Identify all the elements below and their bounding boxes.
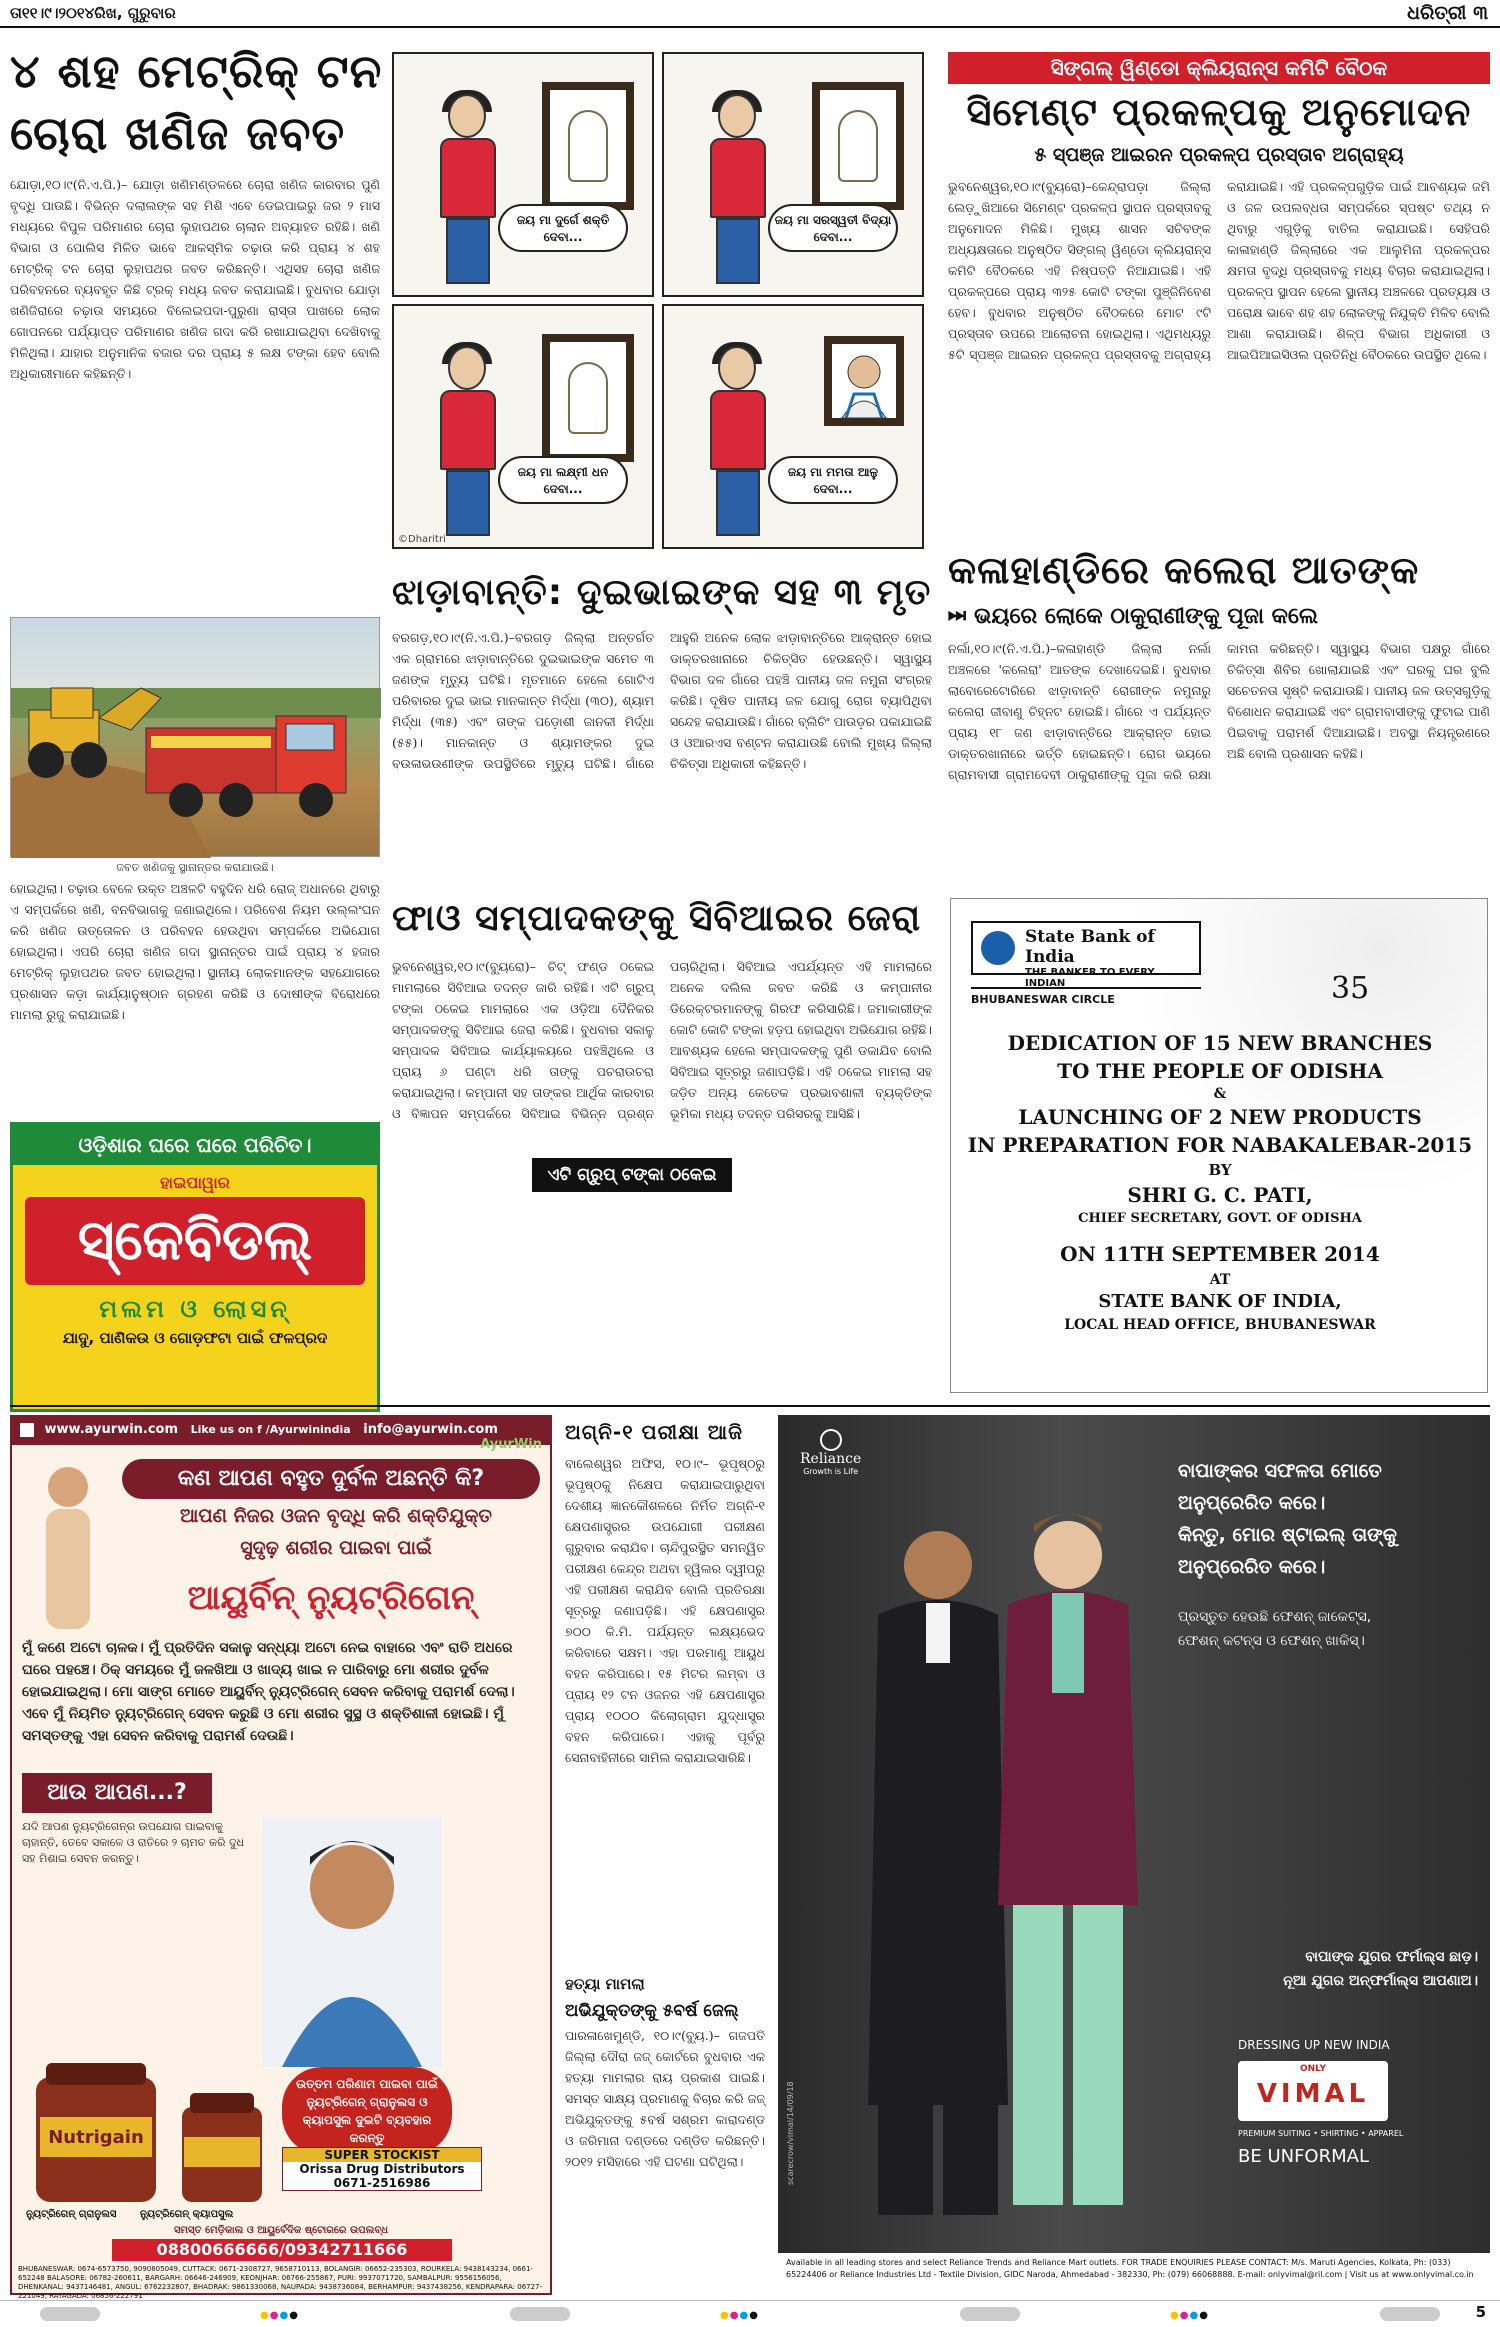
ad-line-1: ବାପାଙ୍କର ସଫଳତା ମୋତେ xyxy=(1178,1460,1382,1482)
ad-state-bank-of-india xyxy=(950,898,1488,1393)
reliance-brand-tag: Growth is Life xyxy=(803,1467,859,1476)
portrait-woman xyxy=(832,344,896,418)
color-dots-icon: ●●●● xyxy=(1170,2310,1209,2321)
newspaper-brand-page: ଧରିତ୍ରୀ ୩ xyxy=(1407,2,1488,24)
story-subhead xyxy=(948,600,1490,634)
story-subhead-text: ଭୟରେ ଲୋକେ ଠାକୁରାଣୀଙ୍କୁ ପୂଜା କଲେ xyxy=(974,604,1319,629)
story-cholera-kalahandi xyxy=(948,540,1490,870)
dressing-up-text: DRESSING UP NEW INDIA xyxy=(1238,2038,1390,2052)
page-footer xyxy=(0,2300,1500,2327)
helpline-number: 08800666666/09342711666 xyxy=(112,2239,452,2261)
speech-bubble-4: ଜୟ ମା ମମତା ଆଳୁ ଦେବା... xyxy=(768,456,898,504)
story-headline: କଳାହାଣ୍ଡିରେ କଲେରା ଆତଙ୍କ xyxy=(948,548,1420,592)
story-headline: ଫାଓ ସମ୍ପାଦକଙ୍କୁ ସିବିଆଇର ଜେରା xyxy=(392,898,922,939)
models-illustration xyxy=(838,1485,1198,2225)
story-kicker: ସିଙ୍ଗଲ୍ ୱିଣ୍ଡୋ କ୍ଲିୟରାନ୍ସ କମିଟି ବୈଠକ xyxy=(948,52,1490,84)
photo-caption: ଜବତ ଖଣିଜକୁ ସ୍ଥାନାନ୍ତର କରାଯାଉଛି। xyxy=(116,861,274,874)
sbi-person-title: CHIEF SECRETARY, GOVT. OF ODISHA xyxy=(1078,1211,1362,1226)
sbi-line-4: IN PREPARATION FOR NABAKALEBAR-2015 xyxy=(967,1133,1473,1157)
vimal-wordmark: VIMAL xyxy=(1256,2079,1370,2109)
sbi-circle: BHUBANESWAR CIRCLE xyxy=(971,987,1201,1006)
ad-message-top xyxy=(1178,1455,1478,1653)
weak-man-figure xyxy=(18,1457,118,1657)
article-body: ଯୋଡ଼ା,୧୦।୯(ନି.ଏ.ପି.)– ଯୋଡ଼ା ଖଣିମଣ୍ଡଳରେ ଚୋରା ଖଣିଜ କାରବାର ପୁଣି ବୃଦ୍ଧି ପାଉଛି। ବିଭିନ୍ନ ଦଲାଲଙ୍କ ସହ ମିଶି ଏବେ ଡେଇପାଇରୁ ଜର ୨ ମାସ ମଧ୍ୟରେ ବିପୁଳ ପରିମାଣର ଚୋରା ଲୁହାପଥର ଚାଲାନ ଅବ୍ୟାହତ ରହିଛି। ଖଣି ବିଭାଗ ଓ ପୋଲିସ ମିଳିତ ଭାବେ ଆକସ୍ମିକ ଚଢ଼ାଉ କରି ପ୍ରାୟ ୪ ଶହ ମେଟ୍ରିକ୍ ଟନ ଚୋରା ଲୁହାପଥର ଜବତ କରିଛନ୍ତି। ଏଥିସହ ଚୋରା ଖଣିଜ ପରିବହନରେ ବ୍ୟବହୃତ କିଛି ଟ୍ରକ୍ ମଧ୍ୟ ଜବତ କରାଯାଇଛି। ବୁଧବାର ଯୋଡ଼ା ଖଣିଜିରାରେ ଚଢ଼ାଉ ସମୟରେ ବିଲେଇପଦା-ପୁରୁଣା ରାସ୍ତା ପାଖରେ ଲୋକ ଗୋପନରେ ପର୍ଯ୍ୟାପ୍ତ ପରିମାଣର ଖଣିଜ ଗଦା କରି ରଖାଯାଇଥିବା ଦେଖିବାକୁ ମିଳିଥିଲା। ଯାହାର ଅନୁମାନିକ ବଜାର ଦର ପ୍ରାୟ ୫ ଲକ୍ଷ ଟଙ୍କା ହେବ ବୋଲି ଅଧିକାରୀମାନେ କହିଛନ୍ତି। xyxy=(10,177,380,381)
story-subhead: ୫ ସ୍ପଞ୍ଜ ଆଇରନ ପ୍ରକଳ୍ପ ପ୍ରସ୍ତାବ ଅଗ୍ରାହ୍ୟ xyxy=(1034,144,1404,166)
ad-callout: ଉତ୍ତମ ପରିଣାମ ପାଇବା ପାଇଁ ନ୍ୟୁଟ୍ରିଗେନ୍ ଗ୍ରାନୁଲସ ଓ କ୍ୟାପସୁଲ ଦୁଇଟି ବ୍ୟବହାର କରନ୍ତୁ xyxy=(282,2067,452,2155)
nutrigain-capsule-jar xyxy=(172,2087,272,2207)
cartoon-credit: ©Dharitri xyxy=(398,534,446,545)
sub-kicker: ଅଭିଯୁକ୍ତଙ୍କୁ ୫ବର୍ଷ ଜେଲ୍ xyxy=(565,2001,739,2021)
sbi-date: ON 11TH SEPTEMBER 2014 xyxy=(1060,1242,1380,1266)
ad-email: info@ayurwin.com xyxy=(363,1422,498,1437)
ad-and-you: ଆଉ ଆପଣ...? xyxy=(22,1773,212,1813)
ad-line-2: ଅନୁପ୍ରେରିତ କରେ। xyxy=(1178,1492,1326,1514)
ad-line-1: ଆପଣ ନିଜର ଓଜନ ବୃଦ୍ଧି କରି ଶକ୍ତିଯୁକ୍ତ xyxy=(180,1505,492,1527)
sub-article-body: ପାରଳାଖେମୁଣ୍ଡି, ୧୦।୯(ବ୍ୟୁ.)– ଗଜପତି ଜିଲ୍ଲା ଦୌରା ଜଜ୍ କୋର୍ଟରେ ବୁଧବାର ଏକ ହତ୍ୟା ମାମଲାର ରାୟ ପ୍ରକାଶ ପାଇଛି। ସମସ୍ତ ସାକ୍ଷ୍ୟ ପ୍ରମାଣକୁ ବିଚାର କରି ଜଜ୍ ଅଭିଯୁକ୍ତଙ୍କୁ ୫ବର୍ଷ ସଶ୍ରମ କାରାଦଣ୍ଡ ଓ ଜରିମାନା ଦଣ୍ଡରେ ଦଣ୍ଡିତ କରିଛନ୍ତି। ୨୦୧୨ ମସିହାରେ ଏହି ଘଟଣା ଘଟିଥିଲା। xyxy=(565,2028,765,2169)
sbi-line-1: DEDICATION OF 15 NEW BRANCHES xyxy=(1007,1031,1433,1055)
ad-facebook: Like us on f /Ayurwinindia xyxy=(190,1423,351,1436)
cartoon-man xyxy=(434,346,504,536)
ad-line-4: ଅନୁପ୍ରେରିତ କରେ। xyxy=(1178,1556,1326,1578)
headline-line-2: ଚୋରା ଖଣିଜ ଜବତ xyxy=(10,106,346,160)
story-cbi-questioning xyxy=(392,888,932,1393)
ad-sub-2: ଫେଶନ୍ କଟନ୍ସ ଓ ଫେଶନ୍ ଖାକିସ୍। xyxy=(1178,1633,1365,1649)
sbi-bank-name: State Bank of India xyxy=(1025,927,1155,967)
framed-picture xyxy=(812,82,904,210)
qr-code-icon xyxy=(20,1423,34,1437)
ad-banner: ଓଡ଼ିଶାର ଘରେ ଘରେ ପରିଚିତ। xyxy=(13,1125,377,1165)
ad-bottom-1: ବାପାଙ୍କ ଯୁଗର ଫର୍ମାଲ୍ସ ଛାଡ଼। xyxy=(1305,1949,1478,1965)
issue-date: ତା୧୧।୯।୨୦୧୪ରିଖ, ଗୁରୁବାର xyxy=(10,4,176,22)
sbi-person: SHRI G. C. PATI, xyxy=(1127,1183,1313,1207)
ad-skabidol xyxy=(10,1122,380,1412)
anniversary-number: 35 xyxy=(1331,971,1370,1006)
registration-mark xyxy=(40,2307,100,2321)
jar-labels xyxy=(26,2209,276,2220)
cartoon-panel-4 xyxy=(662,304,924,549)
speech-bubble-3: ଜୟ ମା ଲକ୍ଷ୍ମୀ ଧନ ଦେବା... xyxy=(498,456,628,504)
story-headline: ସିମେଣ୍ଟ ପ୍ରକଳ୍ପକୁ ଅନୁମୋଦନ xyxy=(966,90,1472,134)
ad-tagline: ଯାଦୁ, ପାଣିକଉ ଓ ଗୋଡ଼ଫଟା ପାଇଁ ଫଳପ୍ରଦ xyxy=(62,1329,328,1347)
sbi-keyhole-icon xyxy=(981,931,1015,965)
ad-brand: ସ୍କେବିଡଲ୍ xyxy=(25,1197,365,1285)
sbi-line-2: TO THE PEOPLE OF ODISHA xyxy=(1057,1059,1383,1083)
sbi-at: AT xyxy=(1209,1272,1231,1288)
ad-question: କଣ ଆପଣ ବହୁତ ଦୁର୍ବଳ ଅଛନ୍ତି କି? xyxy=(122,1459,540,1499)
ad-line-2: ସୁଦୃଢ଼ ଶରୀର ପାଇବା ପାଇଁ xyxy=(240,1537,432,1559)
stockist-box xyxy=(282,2147,482,2191)
ad-url: www.ayurwin.com xyxy=(44,1422,179,1437)
masthead xyxy=(0,0,1500,28)
ad-product-name: ଆୟୁର୍ବିନ୍ ନ୍ୟୁଟ୍ରିଗେନ୍ xyxy=(187,1578,475,1618)
sbi-by: BY xyxy=(1208,1161,1232,1179)
ad-ayurwin-nutrigain xyxy=(10,1415,552,2300)
cartoon-panel-3 xyxy=(392,304,654,549)
sbi-tagline: THE BANKER TO EVERY INDIAN xyxy=(1025,967,1155,989)
pull-quote: ଏଟି ଗ୍ରୁପ୍ ଟଙ୍କା ଠକେଇ xyxy=(532,1158,732,1192)
testimonial-man-photo xyxy=(262,1817,442,2067)
cartoon-man xyxy=(434,94,504,284)
registration-mark xyxy=(960,2307,1020,2321)
ad-product: ମଲମ ଓ ଲୋସନ୍ xyxy=(99,1295,291,1323)
be-unformal: BE UNFORMAL xyxy=(1238,2146,1369,2167)
cartoon-man xyxy=(704,94,774,284)
reliance-brand: Reliance xyxy=(800,1451,862,1467)
nutrigain-jar xyxy=(26,2057,166,2207)
sbi-line-3: LAUNCHING OF 2 NEW PRODUCTS xyxy=(1018,1105,1422,1129)
ad-footer-addresses: BHUBANESWAR: 0674-6573750, 9090805049, CUTTACK: 0671-2308727, 9658710113, BOLANGIR: 06652-235303, ROURKELA: 9438143234, 0661-652248 BALASORE: 06782-260611, BARGARH: 06646-246909, KEONJHAR: 06766-255867, PURI: 9937071720, SAMBALPUR: 9556156056, DHENKANAL: 9437146481, ANGUL: 6762232807, BHADRAK: 9861330068, NAUPADA: 9438736084, BERHAMPUR: 9437438256, KENDRAPARA: 06727-221049, RAYAGADA: 06856-222791 xyxy=(18,2265,543,2300)
story-agni-test xyxy=(565,1415,765,2295)
ad-only-vimal xyxy=(778,1415,1490,2295)
reliance-logo xyxy=(800,1429,861,1476)
framed-portrait xyxy=(824,336,904,426)
headline-line-1: ୪ ଶହ ମେଟ୍ରିକ୍ ଟନ xyxy=(10,44,383,98)
sub-headline: ହତ୍ୟା ମାମଲା xyxy=(565,1975,645,1993)
page-number: 5 xyxy=(1475,2303,1486,2321)
sbi-message xyxy=(951,1029,1489,1335)
color-dots-icon: ●●●● xyxy=(260,2310,299,2321)
stockist-label: SUPER STOCKIST xyxy=(283,2148,481,2162)
color-dots-icon: ●●●● xyxy=(720,2310,759,2321)
story-headline: ଝାଡ଼ାବାନ୍ତି: ଦୁଇଭାଇଙ୍କ ସହ ୩ ମୃତ xyxy=(392,572,932,613)
ad-brand-small: ହାଇପାୱାର xyxy=(160,1173,230,1192)
capsules-label: ନ୍ୟୁଟ୍ରିଗେନ୍ କ୍ୟାପସୁଲ xyxy=(139,2209,234,2220)
ad-testimonial: ମୁଁ କଣେ ଅଟୋ ଚାଳକ। ମୁଁ ପ୍ରତିଦିନ ସକାଳୁ ସନ୍ଧ୍ୟା ଅଟୋ ନେଇ ବାହାରେ ଏବଂ ରାତି ଅଧରେ ଘରେ ପହଞ୍ଚେ। ଠିକ୍ ସମୟରେ ମୁଁ ଜଳଖିଆ ଓ ଖାଦ୍ୟ ଖାଇ ନ ପାରିବାରୁ ମୋ ଶରୀର ଦୁର୍ବଳ ହୋଇଯାଇଥିଲା। ମୋ ସାଙ୍ଗ ମୋତେ ଆୟୁର୍ବିନ୍ ନ୍ୟୁଟ୍ରିଗେନ୍ ସେବନ କରିବାକୁ ପରାମର୍ଶ ଦେଲା। ଏବେ ମୁଁ ନିୟମିତ ନ୍ୟୁଟ୍ରିଗେନ୍ ସେବନ କରୁଛି ଓ ମୋ ଶରୀର ସୁସ୍ଥ ଓ ଶକ୍ତିଶାଳୀ ହୋଇଛି। ମୁଁ ସମସ୍ତଙ୍କୁ ଏହା ସେବନ କରିବାକୁ ପରାମର୍ଶ ଦେଉଛି। xyxy=(22,1640,515,1744)
framed-picture xyxy=(542,334,634,462)
article-body: ବରଗଡ଼,୧୦।୯(ନି.ଏ.ପି.)–ବରଗଡ଼ ଜିଲ୍ଲା ଅନ୍ତର୍ଗତ ଏକ ଗ୍ରାମରେ ଝାଡ଼ାବାନ୍ତିରେ ଦୁଇଭାଇଙ୍କ ସମେତ ୩ ଜଣଙ୍କ ମୃତ୍ୟୁ ଘଟିଛି। ମୃତମାନେ ହେଲେ ଗୋଟିଏ ପରିବାରର ଦୁଇ ଭାଇ ମାନକାନ୍ତ ମିର୍ଦ୍ଧା (୩୦), ଶ୍ୟାମ ମିର୍ଦ୍ଧା (୩୫) ଏବଂ ତାଙ୍କ ପଡ଼ୋଶୀ ଜାନକୀ ମିର୍ଦ୍ଧା (୫୫)। ମାନକାନ୍ତ ଓ ଶ୍ୟାମଙ୍କର ଦୁଇ ବଉଳାଭଉଣୀଙ୍କ ଉପସ୍ଥିତିରେ ମୃତ୍ୟୁ ଘଟିଛି। ଗାଁରେ ଆହୁରି ଅନେକ ଲୋକ ଝାଡ଼ାବାନ୍ତିରେ ଆକ୍ରାନ୍ତ ହୋଇ ଡାକ୍ତରଖାନାରେ ଚିକିତ୍ସିତ ହେଉଛନ୍ତି। ସ୍ୱାସ୍ଥ୍ୟ ବିଭାଗ ଦଳ ଗାଁରେ ପହଞ୍ଚି ପାନୀୟ ଜଳ ନମୁନା ସଂଗ୍ରହ କରିଛି। ଦୂଷିତ ପାନୀୟ ଜଳ ଯୋଗୁ ରୋଗ ବ୍ୟାପିଥିବା ସନ୍ଦେହ କରାଯାଉଛି। ଗାଁରେ ବ୍ଲିଚିଂ ପାଉଡ଼ର ପକାଯାଇଛି ଓ ଓଆରଏସ ବଣ୍ଟନ କରାଯାଉଛି ବୋଲି ମୁଖ୍ୟ ଜିଲ୍ଲା ଚିକିତ୍ସା ଅଧିକାରୀ କହିଛନ୍ତି। xyxy=(392,630,932,771)
cartoon-man xyxy=(704,346,774,536)
section-divider xyxy=(10,1405,1490,1407)
svg-text:Nutrigain: Nutrigain xyxy=(48,2127,144,2148)
stockist-phone: 0671-2516986 xyxy=(333,2176,431,2190)
vimal-only: ONLY xyxy=(1299,2064,1327,2074)
article-body-continued: ହୋଇଥିଲା। ଚଢ଼ାଉ ବେଳେ ଉକ୍ତ ଅଞ୍ଚଳଟି ବହୁଦିନ ଧରି ରୋଜ୍ ଅଧାନରେ ଥିବାରୁ ଏ ସମ୍ପର୍କରେ ଖଣି, ବନବିଭାଗକୁ ଜଣାଇଥିଲେ। ପରିବେଶ ନିୟମ ଉଲ୍ଲଂଘନ କରି ଖଣିଜ ଉତ୍ତୋଳନ ଓ ପରିବହନ ହେଉଥିବା ସମ୍ପର୍କରେ ଅଭିଯୋଗ ହୋଇଥିଲା। ଏପରି ଚୋରା ଖଣିଜ ଗଦା ସ୍ଥାନାନ୍ତର ପାଇଁ ପ୍ରାୟ ୪ ହଜାର ମେଟ୍ରିକ୍ ଲୁହାପଥର ଜବତ ହୋଇଥିଲା। ସ୍ଥାନୀୟ ଲୋକମାନଙ୍କ ସହଯୋଗରେ ପ୍ରଶାସନ କଡ଼ା କାର୍ଯ୍ୟାନୁଷ୍ଠାନ ଗ୍ରହଣ କରିଛି ଓ ଦୋଷୀଙ୍କ ବିରୋଧରେ ମାମଲା ରୁଜୁ କରାଯାଇଛି। xyxy=(10,881,380,1022)
speech-bubble-2: ଜୟ ମା ସରସ୍ୱତୀ ବିଦ୍ୟା ଦେବା... xyxy=(768,204,898,252)
granules-label: ନ୍ୟୁଟ୍ରିଗେନ୍ ଗ୍ରାନୁଲସ xyxy=(26,2209,117,2220)
vimal-branding xyxy=(1238,2035,1438,2171)
framed-picture xyxy=(542,82,634,210)
vimal-tag: PREMIUM SUITING • SHIRTING • APPAREL xyxy=(1238,2129,1404,2138)
registration-mark xyxy=(1380,2307,1440,2321)
ad-contact-bar xyxy=(12,1417,550,1452)
play-icon: ⏭ xyxy=(948,604,967,629)
news-photo-loader-truck xyxy=(10,617,380,857)
article-body: ବାଲେଶ୍ୱର ଅଫିସ, ୧୦।୯– ଭୂପୃଷ୍ଠରୁ ଭୂପୃଷ୍ଠକୁ ନିକ୍ଷେପ କରାଯାଇପାରୁଥିବା ଦେଶୀୟ ଜ୍ଞାନକୌଶଳରେ ନିର୍ମିତ ଅଗ୍ନି-୧ କ୍ଷେପଣାସ୍ତ୍ରର ଉପଯୋଗୀ ପରୀକ୍ଷଣ ଗୁରୁବାର କରାଯିବ। ଚାନ୍ଦିପୁରସ୍ଥିତ ସମନ୍ୱିତ ପରୀକ୍ଷଣ କେନ୍ଦ୍ର ଅଥବା ହ୍ୱିଲର ଦ୍ୱୀପରୁ ଏହି ପରୀକ୍ଷଣ କରାଯିବ ବୋଲି ପ୍ରତିରକ୍ଷା ସୂତ୍ରରୁ ଜଣାପଡ଼ିଛି। ଏହି କ୍ଷେପଣାସ୍ତ୍ର ୭୦୦ କି.ମି. ପର୍ଯ୍ୟନ୍ତ ଲକ୍ଷ୍ୟଭେଦ କରିବାରେ ସକ୍ଷମ। ଏହା ପରମାଣୁ ଆୟୁଧ ବହନ କରିପାରେ। ୧୫ ମିଟର ଲମ୍ବା ଓ ପ୍ରାୟ ୧୨ ଟନ ଓଜନର ଏହି କ୍ଷେପଣାସ୍ତ୍ର ପ୍ରାୟ ୧୦୦୦ କିଲୋଗ୍ରାମ ଯୁଦ୍ଧାସ୍ତ୍ର ବହନ କରିପାରେ। ଏହାକୁ ପୂର୍ବରୁ ସେନାବାହିନୀରେ ସାମିଲ କରାଯାଇସାରିଛି। xyxy=(565,1456,765,1765)
ad-sub-1: ପ୍ରସ୍ତୁତ ହେଉଛି ଫେଶନ୍ ଜାକେଟ୍ସ, xyxy=(1178,1609,1372,1625)
sbi-logo-box xyxy=(971,921,1201,989)
ad-trade-footer: Available in all leading stores and select Reliance Trends and Reliance Mart outlets. FOR TRADE ENQUIRIES PLEASE CONTACT: M/s. Maruti Agencies, Kolkata, Ph: (033) 65224406 or Reliance Industries Ltd - Textile Division, GIDC Naroda, Ahmedabad - 382330, Ph: (079) 66068888. E-mail: onlyvimal@ril.com | Visit us at www.onlyvimal.co.in xyxy=(778,2253,1490,2295)
reliance-mark-icon xyxy=(820,1429,842,1451)
vimal-logo-box xyxy=(1238,2061,1388,2121)
registration-mark xyxy=(510,2307,570,2321)
sbi-venue: STATE BANK OF INDIA, xyxy=(1098,1291,1342,1312)
cartoon-panel-1 xyxy=(392,52,654,297)
ayurwin-brand: AyurWin xyxy=(480,1437,542,1452)
ad-bottom-2: ନୂଆ ଯୁଗର ଅନ୍‌ଫର୍ମାଲ୍ସ ଆପଣାଅ। xyxy=(1283,1973,1478,1989)
stockist-name: Orissa Drug Distributors xyxy=(299,2162,465,2176)
sbi-venue-2: LOCAL HEAD OFFICE, BHUBANESWAR xyxy=(1064,1317,1376,1333)
article-body: ଭୁବନେଶ୍ୱର,୧୦।୯(ବ୍ୟୁରୋ)– ଚିଟ୍ ଫଣ୍ଡ ଠକେଇ ମାମଲାରେ ସିବିଆଇ ତଦନ୍ତ ଜାରି ରହିଛି। ଏଟି ଗ୍ରୁପ୍ ଟଙ୍କା ଠକେଇ ମାମଲାରେ ଏକ ଓଡ଼ିଆ ଦୈନିକର ସମ୍ପାଦକଙ୍କୁ ସିବିଆଇ ଜେରା କରିଛି। ବୁଧବାର ସକାଳୁ ସମ୍ପାଦକ ସିବିଆଇ କାର୍ଯ୍ୟାଳୟରେ ପହଞ୍ଚିଥିଲେ ଓ ପ୍ରାୟ ୬ ଘଣ୍ଟା ଧରି ତାଙ୍କୁ ପଚରାଉଚରା କରାଯାଇଥିଲା। କମ୍ପାନୀ ସହ ତାଙ୍କର ଆର୍ଥିକ କାରବାର ଓ ବିଜ୍ଞାପନ ସମ୍ପର୍କରେ ସିବିଆଇ ବିଭିନ୍ନ ପ୍ରଶ୍ନ ପଚାରିଥିଲା। ସିବିଆଇ ଏପର୍ଯ୍ୟନ୍ତ ଏହି ମାମଲାରେ ଅନେକ ଦଲିଲ ଜବତ କରିଛି ଓ କମ୍ପାନୀର ଡିରେକ୍ଟରମାନଙ୍କୁ ଗିରଫ କରିସାରିଛି। ଜମାକାରୀଙ୍କ କୋଟି କୋଟି ଟଙ୍କା ହଡ଼ପ ହୋଇଥିବା ଅଭିଯୋଗ ରହିଛି। ଆବଶ୍ୟକ ହେଲେ ସମ୍ପାଦକଙ୍କୁ ପୁଣି ଡକାଯିବ ବୋଲି ସିବିଆଇ ସୂତ୍ରରୁ ଜଣାପଡ଼ିଛି। ଏହି ଠକେଇ ମାମଲା ସହ ଜଡ଼ିତ ଅନ୍ୟ କେତେକ ପ୍ରଭାବଶାଳୀ ବ୍ୟକ୍ତିଙ୍କ ଭୂମିକା ମଧ୍ୟ ତଦନ୍ତ ପରିସରକୁ ଆସିଛି। xyxy=(392,959,932,1121)
ad-line-3: କିନ୍ତୁ, ମୋର ଷ୍ଟାଇଲ୍ ତାଙ୍କୁ xyxy=(1178,1524,1397,1546)
ad-message-bottom xyxy=(1198,1945,1478,1993)
story-diarrhea-deaths xyxy=(392,565,932,870)
ad-note: ଯଦି ଆପଣ ନ୍ୟୁଟ୍ରିଗେନ୍‌ର ଉପଯୋଗ ପାଇବାକୁ ଚାହାନ୍ତି, ତେବେ ସକାଳେ ଓ ରାତିରେ ୨ ଚାମଚ କରି ଦୁଧ ସହ ମିଶାଇ ସେବନ କରନ୍ତୁ। xyxy=(22,1820,244,1865)
editorial-cartoon xyxy=(392,52,932,552)
ad-body xyxy=(13,1165,377,1409)
article-body: ଭୁବନେଶ୍ୱର,୧୦।୯(ବ୍ୟୁରୋ)–କେନ୍ଦ୍ରାପଡ଼ା ଜିଲ୍ଲା ଲେଡ଼ୁଖିଆରେ ସିମେଣ୍ଟ ପ୍ରକଳ୍ପ ସ୍ଥାପନ ପ୍ରସ୍ତାବକୁ ଅନୁମୋଦନ ମିଳିଛି। ମୁଖ୍ୟ ଶାସନ ସଚିବଙ୍କ ଅଧ୍ୟକ୍ଷତାରେ ଅନୁଷ୍ଠିତ ସିଙ୍ଗଲ୍ ୱିଣ୍ଡୋ କ୍ଲିୟରାନ୍ସ କମିଟି ବୈଠକରେ ଏହି ନିଷ୍ପତ୍ତି ନିଆଯାଇଛି। ଏହି ପ୍ରକଳ୍ପରେ ପ୍ରାୟ ୩୨୫ କୋଟି ଟଙ୍କା ପୁଞ୍ଜିନିବେଶ ହେବ। ବୁଧବାର ଅନୁଷ୍ଠିତ ବୈଠକରେ ମୋଟ ୯ଟି ପ୍ରସ୍ତାବ ଉପରେ ଆଲୋଚନା ହୋଇଥିଲା। ଏଥିମଧ୍ୟରୁ ୫ଟି ସ୍ପଞ୍ଜ ଆଇରନ ପ୍ରକଳ୍ପ ପ୍ରସ୍ତାବକୁ ଅଗ୍ରାହ୍ୟ କରାଯାଇଛି। ଏହି ପ୍ରକଳ୍ପଗୁଡ଼ିକ ପାଇଁ ଆବଶ୍ୟକ ଜମି ଓ ଜଳ ଉପଲବ୍ଧତା ସମ୍ପର୍କରେ ସ୍ପଷ୍ଟ ତଥ୍ୟ ନ ଥିବାରୁ ଏଗୁଡ଼ିକୁ ବାତିଲ କରାଯାଇଛି। ସେହିପରି କାଳାହାଣ୍ଡି ଜିଲ୍ଲାରେ ଏକ ଆଲୁମିନା ପ୍ରକଳ୍ପର କ୍ଷମତା ବୃଦ୍ଧି ପ୍ରସ୍ତାବକୁ ମଧ୍ୟ ବିଚାର କରାଯାଇଥିଲା। ପ୍ରକଳ୍ପ ସ୍ଥାପନ ହେଲେ ସ୍ଥାନୀୟ ଅଞ୍ଚଳରେ ପ୍ରତ୍ୟକ୍ଷ ଓ ପରୋକ୍ଷ ଭାବେ ଶହ ଶହ ଲୋକଙ୍କୁ ନିଯୁକ୍ତି ମିଳିବ ବୋଲି ଆଶା କରାଯାଉଛି। ଶିଳ୍ପ ବିଭାଗ ଅଧିକାରୀ ଓ ଆଇପିଆଇସିଓଲ ପ୍ରତିନିଧି ବୈଠକରେ ଉପସ୍ଥିତ ଥିଲେ। xyxy=(948,179,1490,362)
sbi-amp: & xyxy=(1213,1086,1227,1102)
ad-side-code: scarecrow/vimal/14/09/18 xyxy=(786,2081,795,2185)
loader-truck-illustration xyxy=(11,618,381,858)
article-body: ନର୍ଲା,୧୦।୯(ନି.ଏ.ପି.)–କଳାହାଣ୍ଡି ଜିଲ୍ଲା ନର୍ଲା ଅଞ୍ଚଳରେ 'କଲେରା' ଆତଙ୍କ ଦେଖାଦେଇଛି। ବୁଧବାର ଲାବୋରେଟୋରିରେ ଝାଡ଼ାବାନ୍ତି ରୋଗୀଙ୍କ ନମୁନାରୁ କଲେରା ଜୀବାଣୁ ଚିହ୍ନଟ ହୋଇଛି। ଗାଁରେ ଏ ପର୍ଯ୍ୟନ୍ତ ପ୍ରାୟ ୧୮ ଜଣ ଝାଡ଼ାବାନ୍ତିରେ ଆକ୍ରାନ୍ତ ହୋଇ ଡାକ୍ତରଖାନାରେ ଭର୍ତ୍ତି ହୋଇଛନ୍ତି। ରୋଗ ଭୟରେ ଗ୍ରାମବାସୀ ଗ୍ରାମଦେବୀ ଠାକୁରାଣୀଙ୍କୁ ପୂଜା କରି ରକ୍ଷା କାମନା କରିଛନ୍ତି। ସ୍ୱାସ୍ଥ୍ୟ ବିଭାଗ ପକ୍ଷରୁ ଗାଁରେ ଚିକିତ୍ସା ଶିବିର ଖୋଲାଯାଇଛି ଏବଂ ଘରକୁ ଘର ବୁଲି ସଚେତନତା ସୃଷ୍ଟି କରାଯାଉଛି। ପାନୀୟ ଜଳ ଉତ୍ସଗୁଡ଼ିକୁ ବିଶୋଧନ କରାଯାଇଛି ଏବଂ ଗ୍ରାମବାସୀଙ୍କୁ ଫୁଟାଇ ପାଣି ପିଇବାକୁ ପରାମର୍ଶ ଦିଆଯାଇଛି। ଅବସ୍ଥା ନିୟନ୍ତ୍ରଣରେ ଅଛି ବୋଲି ପ୍ରଶାସନ କହିଛି। xyxy=(948,641,1490,782)
speech-bubble-1: ଜୟ ମା ଦୁର୍ଗେ ଶକ୍ତି ଦେବା... xyxy=(498,204,628,252)
story-headline: ଅଗ୍ନି-୧ ପରୀକ୍ଷା ଆଜି xyxy=(565,1420,743,1444)
helpline-label: ସମସ୍ତ ମେଡ଼ିକାଲ ଓ ଆୟୁର୍ବେଦିକ ଷ୍ଟୋରରେ ଉପଲବ୍ଧ xyxy=(173,2225,389,2236)
cartoon-panel-2 xyxy=(662,52,924,297)
story-cement-project xyxy=(948,52,1490,522)
